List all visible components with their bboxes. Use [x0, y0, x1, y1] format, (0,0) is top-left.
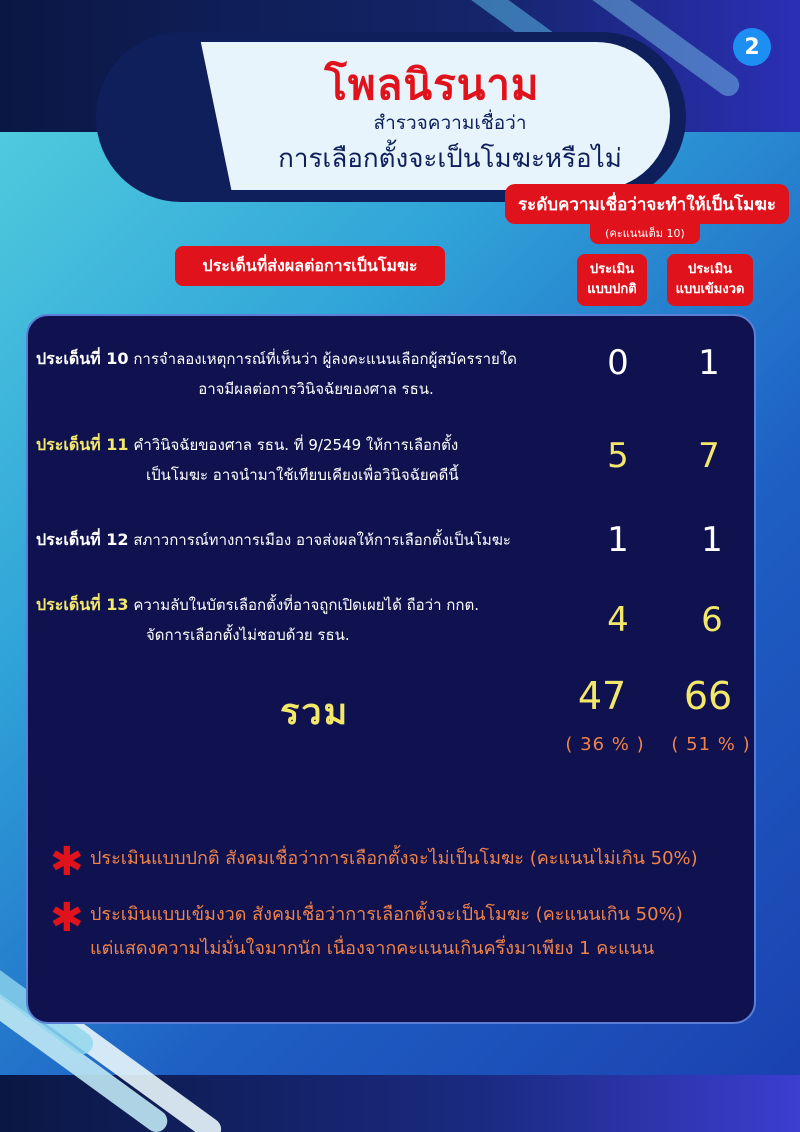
total-label: รวม — [280, 692, 350, 733]
page-title: โพลนิรนาม — [324, 60, 540, 109]
issue-row — [36, 344, 596, 404]
issue-text-line1: คำวินิจฉัยของศาล รธน. ที่ 9/2549 ให้การเลือกตั้ง — [133, 436, 459, 454]
page-number-badge: 2 — [733, 28, 771, 66]
note-normal — [90, 842, 698, 876]
column-header-strict-line2: แบบเข้มงวด — [675, 282, 745, 297]
total-normal-percent: ( 36 % ) — [565, 734, 645, 755]
column-header-normal — [577, 254, 647, 306]
normal-score: 1 — [607, 520, 629, 560]
issue-text-line1: การจำลองเหตุการณ์ที่เห็นว่า ผู้ลงคะแนนเลือกผู้สมัครรายใด — [133, 350, 517, 368]
issue-text-line1: ความลับในบัตรเลือกตั้งที่อาจถูกเปิดเผยได้ ถือว่า กกต. — [133, 596, 479, 614]
note-strict-line2: แต่แสดงความไม่มั่นใจมากนัก เนื่องจากคะแนนเกินครึ่งมาเพียง 1 คะแนน — [90, 938, 655, 959]
note-strict — [90, 898, 683, 966]
note-normal-text: ประเมินแบบปกติ สังคมเชื่อว่าการเลือกตั้งจะไม่เป็นโมฆะ (คะแนนไม่เกิน 50%) — [90, 848, 698, 869]
issue-text-line1: สภาวการณ์ทางการเมือง อาจส่งผลให้การเลือกตั้งเป็นโมฆะ — [133, 531, 511, 549]
strict-score: 7 — [698, 436, 720, 476]
issue-row — [36, 430, 596, 490]
title-subtitle-1: สำรวจความเชื่อว่า — [373, 112, 527, 134]
strict-score: 1 — [701, 520, 723, 560]
issue-label: ประเด็นที่ 13 — [36, 595, 129, 614]
total-strict-percent: ( 51 % ) — [671, 734, 751, 755]
issue-row — [36, 525, 596, 555]
issue-label: ประเด็นที่ 12 — [36, 530, 129, 549]
asterisk-icon: ✱ — [50, 895, 84, 941]
column-header-normal-line1: ประเมิน — [589, 262, 635, 277]
issue-text-line2: เป็นโมฆะ อาจนำมาใช้เทียบเคียงเพื่อวินิจฉัยคดีนี้ — [146, 466, 459, 484]
normal-score: 5 — [607, 436, 629, 476]
issues-header: ประเด็นที่ส่งผลต่อการเป็นโมฆะ — [175, 246, 445, 286]
column-header-normal-line2: แบบปกติ — [587, 282, 637, 297]
issue-label: ประเด็นที่ 11 — [36, 435, 129, 454]
column-header-strict-line1: ประเมิน — [687, 262, 733, 277]
total-normal: 47 — [577, 674, 627, 718]
normal-score: 0 — [607, 343, 629, 383]
score-max-label: (คะแนนเต็ม 10) — [590, 222, 700, 244]
total-strict: 66 — [683, 674, 733, 718]
strict-score: 6 — [701, 600, 723, 640]
title-subtitle-2: การเลือกตั้งจะเป็นโมฆะหรือไม่ — [278, 144, 622, 174]
note-strict-line1: ประเมินแบบเข้มงวด สังคมเชื่อว่าการเลือกตั้งจะเป็นโมฆะ (คะแนนเกิน 50%) — [90, 904, 683, 925]
strict-score: 1 — [698, 343, 720, 383]
asterisk-icon: ✱ — [50, 839, 84, 885]
issue-label: ประเด็นที่ 10 — [36, 349, 129, 368]
belief-level-header: ระดับความเชื่อว่าจะทำให้เป็นโมฆะ — [505, 184, 789, 224]
column-header-strict — [667, 254, 753, 306]
issue-text-line2: อาจมีผลต่อการวินิจฉัยของศาล รธน. — [198, 380, 434, 398]
issue-text-line2: จัดการเลือกตั้งไม่ชอบด้วย รธน. — [146, 626, 350, 644]
issue-row — [36, 590, 596, 650]
normal-score: 4 — [607, 600, 629, 640]
